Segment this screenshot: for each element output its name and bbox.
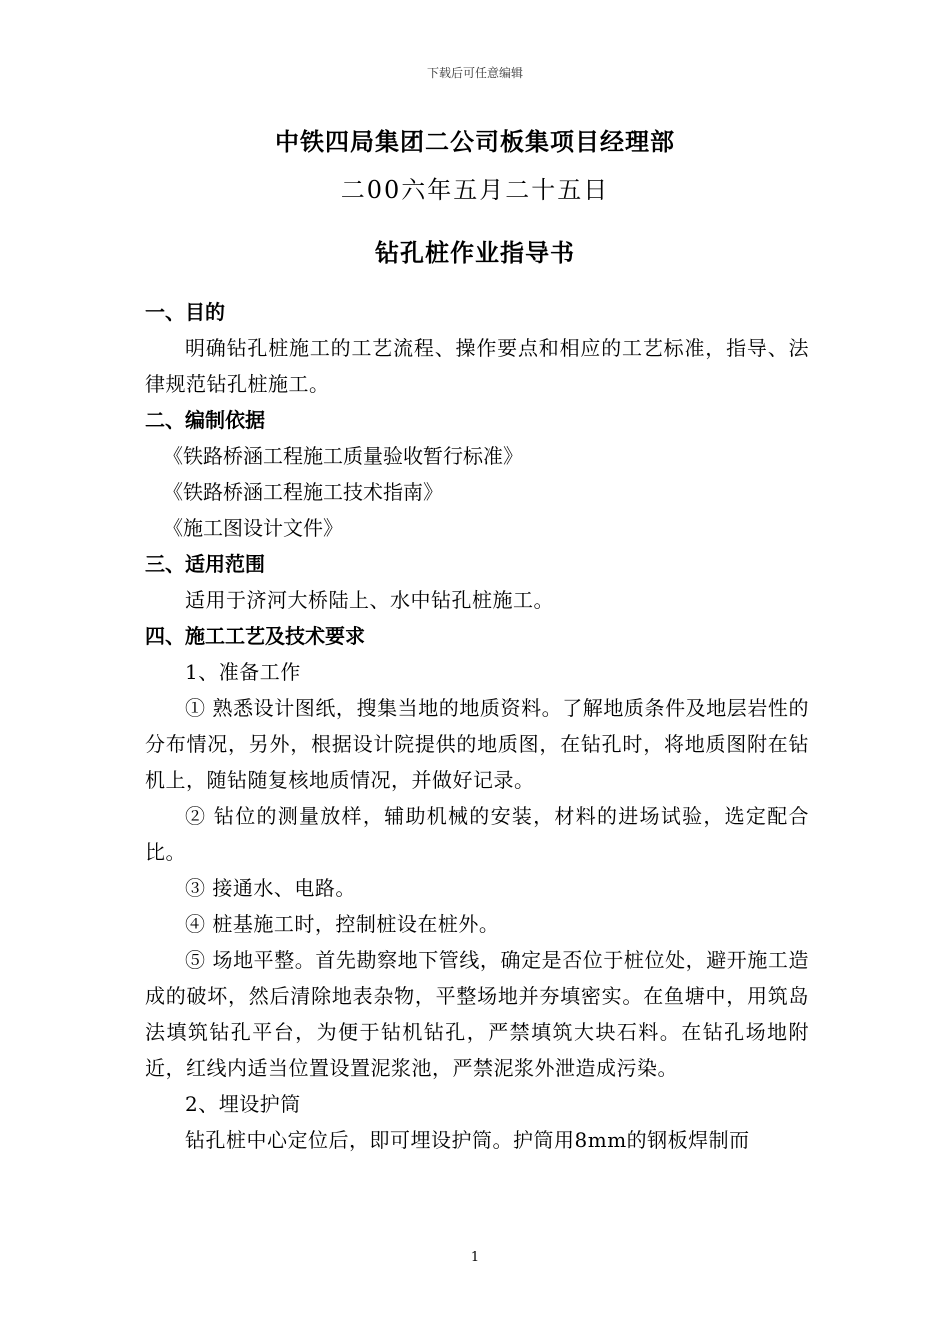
header-note: 下载后可任意编辑 (426, 66, 523, 80)
scope-paragraph: 适用于济河大桥陆上、水中钻孔桩施工。 (185, 588, 554, 612)
subsection-casing: 2、埋设护筒 (185, 1092, 301, 1116)
reference-item: 《铁路桥涵工程施工技术指南》 (163, 480, 443, 504)
purpose-paragraph: 明确钻孔桩施工的工艺流程、操作要点和相应的工艺标准，指导、法律规范钻孔桩施工。 (145, 336, 809, 396)
document-title: 钻孔桩作业指导书 (375, 238, 575, 267)
reference-item: 《施工图设计文件》 (163, 516, 343, 540)
section-heading-purpose: 一、目的 (145, 300, 225, 324)
subsection-preparation: 1、准备工作 (185, 660, 301, 684)
preparation-item: ② 钻位的测量放样，辅助机械的安装，材料的进场试验，选定配合比。 (145, 804, 809, 864)
preparation-item: ④ 桩基施工时，控制桩设在桩外。 (185, 912, 500, 936)
preparation-item: ① 熟悉设计图纸，搜集当地的地质资料。了解地质条件及地层岩性的分布情况，另外，根据设计院提供的地质图，在钻孔时，将地质图附在钻机上，随钻随复核地质情况，并做好记录。 (145, 696, 809, 792)
reference-item: 《铁路桥涵工程施工质量验收暂行标准》 (163, 444, 523, 468)
preparation-item: ⑤ 场地平整。首先勘察地下管线，确定是否位于桩位处，避开施工造成的破坏，然后清除地表杂物，平整场地并夯填密实。在鱼塘中，用筑岛法填筑钻孔平台，为便于钻机钻孔，严禁填筑大块石料。在钻孔场地附近，红线内适当位置设置泥浆池，严禁泥浆外泄造成污染。 (145, 948, 809, 1080)
date-line: 二00六年五月二十五日 (340, 176, 610, 204)
org-title: 中铁四局集团二公司板集项目经理部 (275, 127, 675, 156)
page-number: 1 (470, 1250, 480, 1265)
preparation-item: ③ 接通水、电路。 (185, 876, 356, 900)
section-heading-basis: 二、编制依据 (145, 408, 265, 432)
document-body (145, 294, 809, 1158)
section-heading-scope: 三、适用范围 (145, 552, 265, 576)
section-heading-process: 四、施工工艺及技术要求 (145, 624, 365, 648)
casing-paragraph: 钻孔桩中心定位后，即可埋设护筒。护筒用8mm的钢板焊制而 (185, 1128, 750, 1152)
